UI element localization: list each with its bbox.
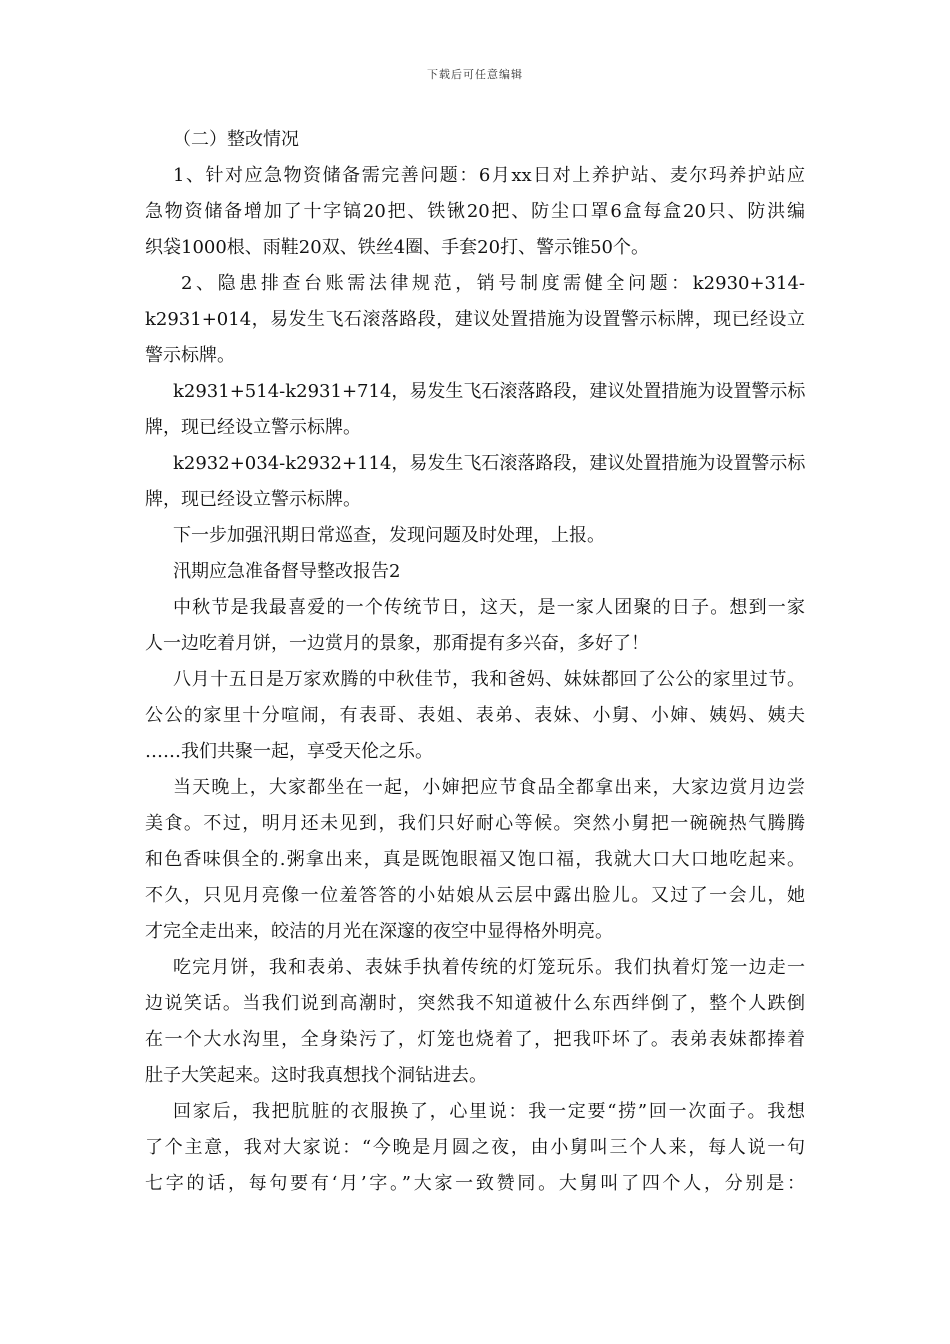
paragraph-line: 吃完月饼，我和表弟、表妹手执着传统的灯笼玩乐。我们执着灯笼一边走一 <box>173 957 805 978</box>
paragraph-line: 在一个大水沟里，全身染污了，灯笼也烧着了，把我吓坏了。表弟表妹都捧着 <box>145 1029 805 1050</box>
paragraph-line: 八月十五日是万家欢腾的中秋佳节，我和爸妈、妹妹都回了公公的家里过节。 <box>173 669 805 690</box>
paragraph-line: 美食。不过，明月还未见到，我们只好耐心等候。突然小舅把一碗碗热气腾腾 <box>145 813 805 834</box>
paragraph-line: ……我们共聚一起，享受天伦之乐。 <box>145 741 433 762</box>
paragraph-line: 急物资储备增加了十字镐20把、铁锹20把、防尘口罩6盒每盒20只、防洪编 <box>145 201 805 222</box>
paragraph-line: 中秋节是我最喜爱的一个传统节日，这天，是一家人团聚的日子。想到一家 <box>173 597 805 618</box>
paragraph-line: 人一边吃着月饼，一边赏月的景象，那甭提有多兴奋，多好了！ <box>145 633 649 654</box>
paragraph-line: 和色香味俱全的.粥拿出来，真是既饱眼福又饱口福，我就大口大口地吃起来。 <box>145 849 805 870</box>
paragraph-line: 边说笑话。当我们说到高潮时，突然我不知道被什么东西绊倒了，整个人跌倒 <box>145 993 805 1014</box>
paragraph-line: 下一步加强汛期日常巡查，发现问题及时处理，上报。 <box>173 525 605 546</box>
paragraph-line: 七字的话，每句要有‘月’字。”大家一致赞同。大舅叫了四个人，分别是： <box>145 1173 805 1194</box>
paragraph-line: 才完全走出来，皎洁的月光在深邃的夜空中显得格外明亮。 <box>145 921 613 942</box>
paragraph-line: 2、隐患排查台账需法律规范，销号制度需健全问题：k2930+314- <box>181 273 805 294</box>
document-body <box>145 122 805 1202</box>
paragraph-line: 了个主意，我对大家说：“今晚是月圆之夜，由小舅叫三个人来，每人说一句 <box>145 1137 805 1158</box>
paragraph-line: 警示标牌。 <box>145 345 235 366</box>
page-header-note: 下载后可任意编辑 <box>427 68 523 81</box>
paragraph-line: 回家后，我把肮脏的衣服换了，心里说：我一定要“捞”回一次面子。我想 <box>173 1101 805 1122</box>
paragraph-line: k2931+014，易发生飞石滚落路段，建议处置措施为设置警示标牌，现已经设立 <box>145 309 805 330</box>
paragraph-line: 公公的家里十分喧闹，有表哥、表姐、表弟、表妹、小舅、小婶、姨妈、姨夫 <box>145 705 805 726</box>
document-subtitle: 汛期应急准备督导整改报告2 <box>173 561 401 582</box>
paragraph-line: 牌，现已经设立警示标牌。 <box>145 417 361 438</box>
paragraph-line: 牌，现已经设立警示标牌。 <box>145 489 361 510</box>
paragraph-line: 肚子大笑起来。这时我真想找个洞钻进去。 <box>145 1065 487 1086</box>
paragraph-line: 不久，只见月亮像一位羞答答的小姑娘从云层中露出脸儿。又过了一会儿，她 <box>145 885 805 906</box>
paragraph-line: k2932+034-k2932+114，易发生飞石滚落路段，建议处置措施为设置警示标 <box>173 453 806 474</box>
paragraph-line: k2931+514-k2931+714，易发生飞石滚落路段，建议处置措施为设置警示标 <box>173 381 806 402</box>
paragraph-line: 织袋1000根、雨鞋20双、铁丝4圈、手套20打、警示锥50个。 <box>145 237 649 258</box>
paragraph-line: 1、针对应急物资储备需完善问题：6月xx日对上养护站、麦尔玛养护站应 <box>173 165 805 186</box>
section-heading: （二）整改情况 <box>173 129 299 150</box>
paragraph-line: 当天晚上，大家都坐在一起，小婶把应节食品全都拿出来，大家边赏月边尝 <box>173 777 805 798</box>
